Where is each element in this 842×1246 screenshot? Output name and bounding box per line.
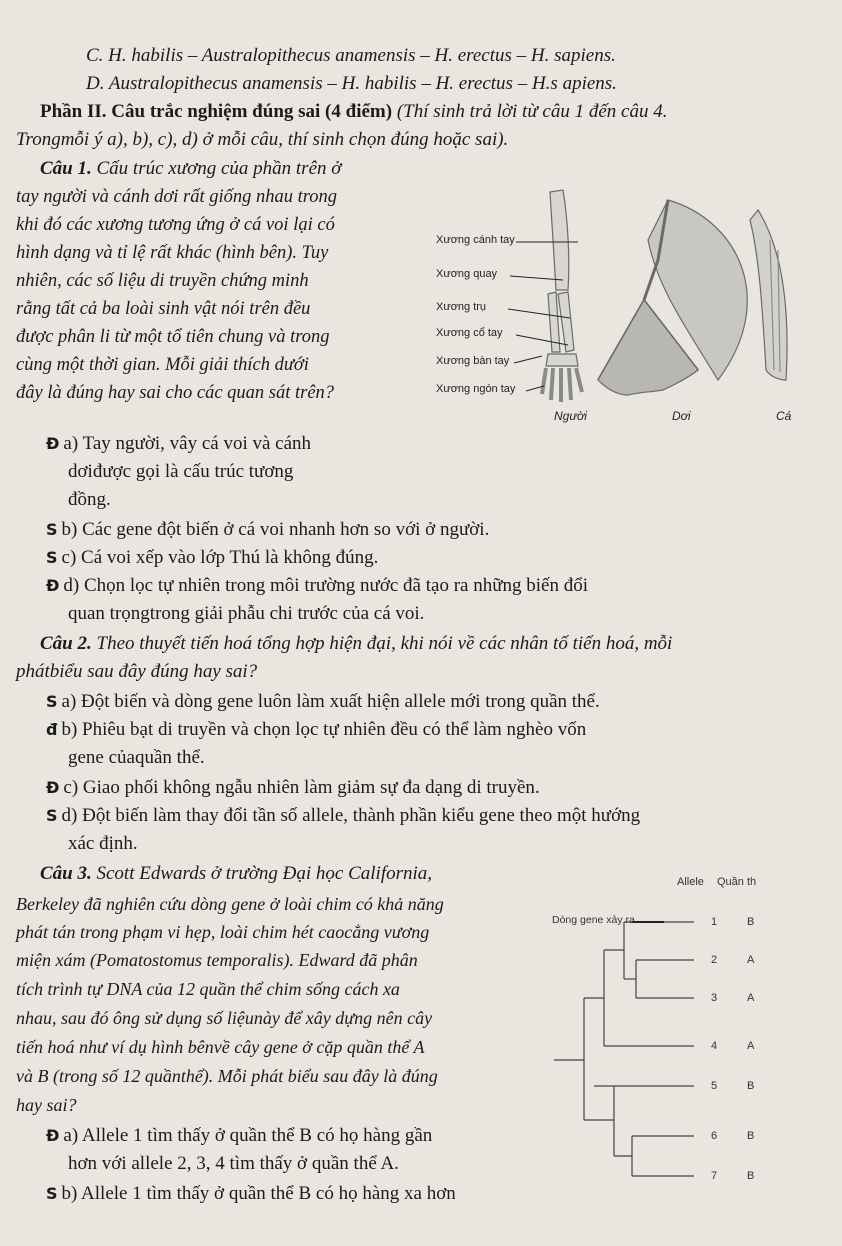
q1-line-5: nhiên, các số liệu di truyền chứng minh xyxy=(16,271,309,291)
human-arm-drawing xyxy=(542,190,582,402)
tree-pop-1: B xyxy=(747,916,755,928)
label-humerus: Xương cánh tay xyxy=(436,234,515,246)
q1-a-mark: Đ xyxy=(46,434,60,453)
q2-answer-a: S a) Đột biến và dòng gene luôn làm xuất hiện allele mới trong quần thể. xyxy=(46,691,600,712)
q3-answer-b: S b) Allele 1 tìm thấy ở quần thể B có họ hàng xa hơn xyxy=(46,1183,456,1204)
part2-heading xyxy=(40,100,668,124)
q1-line-2: tay người và cánh dơi rất giống nhau trong xyxy=(16,187,338,207)
q1-b-mark: S xyxy=(46,520,58,539)
q1-answer-b: S b) Các gene đột biến ở cá voi nhanh hơn so với ở người. xyxy=(46,519,490,540)
tree-pop-2: A xyxy=(747,954,755,966)
tree-allele-5: 5 xyxy=(711,1080,718,1092)
label-metacarpals: Xương bàn tay xyxy=(436,355,510,367)
option-c: C. H. habilis – Australopithecus anamensis – H. erectus – H. sapiens. xyxy=(86,45,616,66)
q2-d-text-2: xác định. xyxy=(68,833,138,854)
q1-line-8: cùng một thời gian. Mỗi giải thích dưới xyxy=(16,355,309,375)
q3-line-2: Berkeley đã nghiên cứu dòng gene ở loài chim có khả năng xyxy=(16,894,444,914)
q1-line-1: Câu 1. Cấu trúc xương của phần trên ở xyxy=(40,158,342,179)
q1-a-text-2: dơiđược gọi là cấu trúc tương xyxy=(68,461,294,482)
q3-line-9: hay sai? xyxy=(16,1095,77,1115)
tree-allele-4: 4 xyxy=(711,1040,718,1052)
q3-line-5: tích trình tự DNA của 12 quần thể chim sống cách xa xyxy=(16,979,400,999)
q2-stem-1: Câu 2. Theo thuyết tiến hoá tổng hợp hiện đại, khi nói về các nhân tố tiến hoá, mỗi xyxy=(40,633,673,654)
species-whale: Cá xyxy=(776,409,792,423)
q1-a-text-3: đồng. xyxy=(68,489,111,510)
q2-answer-d: S d) Đột biến làm thay đổi tần số allele, thành phần kiểu gene theo một hướng xyxy=(46,805,641,826)
q1-line-3: khi đó các xương tương ứng ở cá voi lại có xyxy=(16,215,335,235)
q3-line-3: phát tán trong phạm vi hẹp, loài chim hét caocẳng vương xyxy=(16,922,430,942)
tree-allele-2: 2 xyxy=(711,954,718,966)
q1-answer-d: Đ d) Chọn lọc tự nhiên trong môi trường nước đã tạo ra những biến đổi xyxy=(46,575,588,596)
q2-stem-2: phátbiểu sau đây đúng hay sai? xyxy=(16,661,258,682)
q1-line-9: đây là đúng hay sai cho các quan sát trên? xyxy=(16,383,335,403)
q2-answer-b: đ b) Phiêu bạt di truyền và chọn lọc tự nhiên đều có thể làm nghèo vốn xyxy=(46,719,587,740)
q1-answer-a xyxy=(46,432,311,456)
tree-header-allele: Allele xyxy=(677,876,704,888)
q1-line-7: được phân li từ một tổ tiên chung và trong xyxy=(16,327,330,347)
whale-flipper-drawing xyxy=(750,210,787,380)
q2-a-mark: S xyxy=(46,692,58,711)
q3-answer-a: Đ a) Allele 1 tìm thấy ở quần thể B có họ hàng gần xyxy=(46,1125,433,1146)
q1-answer-c: S c) Cá voi xếp vào lớp Thú là không đúng. xyxy=(46,547,379,568)
option-d: D. Australopithecus anamensis – H. habilis – H. erectus – H.s apiens. xyxy=(86,73,617,94)
tree-allele-7: 7 xyxy=(711,1170,718,1182)
q3-a-text-2: hơn với allele 2, 3, 4 tìm thấy ở quần thể A. xyxy=(68,1153,399,1174)
q1-line-6: rằng tất cả ba loài sinh vật nói trên đều xyxy=(16,299,311,319)
label-radius: Xương quay xyxy=(436,268,498,280)
bone-comparison-figure xyxy=(418,180,828,410)
label-ulna: Xương trụ xyxy=(436,301,487,313)
bat-wing-drawing xyxy=(598,200,747,395)
q2-d-mark: S xyxy=(46,806,58,825)
tree-allele-6: 6 xyxy=(711,1130,718,1142)
q3-line-6: nhau, sau đó ông sử dụng số liệunày để xây dựng nên cây xyxy=(16,1008,433,1028)
q3-a-mark: Đ xyxy=(46,1126,60,1145)
tree-pop-7: B xyxy=(747,1170,755,1182)
q1-d-mark: Đ xyxy=(46,576,60,595)
tree-allele-3: 3 xyxy=(711,992,718,1004)
q3-b-mark: S xyxy=(46,1184,58,1203)
tree-pop-6: B xyxy=(747,1130,755,1142)
q1-a-text-1: a) Tay người, vây cá voi và cánh xyxy=(63,433,312,454)
q1-line-4: hình dạng và tỉ lệ rất khác (hình bên). Tuy xyxy=(16,243,329,263)
part2-instruction-1: (Thí sinh trả lời từ câu 1 đến câu 4. xyxy=(396,101,668,122)
tree-pop-4: A xyxy=(747,1040,755,1052)
species-bat: Dơi xyxy=(672,409,691,423)
q2-b-text-2: gene củaquần thể. xyxy=(68,747,205,768)
tree-pop-5: B xyxy=(747,1080,755,1092)
tree-pop-3: A xyxy=(747,992,755,1004)
q3-line-1: Câu 3. Scott Edwards ở trường Đại học California, xyxy=(40,863,433,884)
q2-b-mark: đ xyxy=(46,720,58,739)
q1-c-mark: S xyxy=(46,548,58,567)
q3-line-4: miện xám (Pomatostomus temporalis). Edward đã phân xyxy=(16,950,418,970)
label-carpals: Xương cổ tay xyxy=(436,327,503,339)
q2-answer-c: Đ c) Giao phối không ngẫu nhiên làm giảm sự đa dạng di truyền. xyxy=(46,777,540,798)
q1-d-text-2: quan trọngtrong giải phẫu chi trước của cá voi. xyxy=(68,603,425,624)
tree-header-population: Quần th xyxy=(717,876,757,888)
part2-instruction-2: Trongmỗi ý a), b), c), d) ở mỗi câu, thí sinh chọn đúng hoặc sai). xyxy=(16,129,509,150)
label-phalanges: Xương ngón tay xyxy=(436,383,516,395)
gene-tree-diagram xyxy=(524,900,704,1200)
q2-c-mark: Đ xyxy=(46,778,60,797)
species-human: Người xyxy=(554,409,587,423)
q3-line-8: và B (trong số 12 quầnthể). Mỗi phát biểu sau đây là đúng xyxy=(16,1066,438,1086)
part2-title: Phần II. Câu trắc nghiệm đúng sai (4 điểm) xyxy=(40,101,393,122)
gene-flow-label: Dòng gene xảy ra xyxy=(552,914,635,926)
tree-allele-1: 1 xyxy=(711,916,718,928)
q3-line-7: tiến hoá như ví dụ hình bênvề cây gene ở cặp quần thể A xyxy=(16,1037,425,1057)
